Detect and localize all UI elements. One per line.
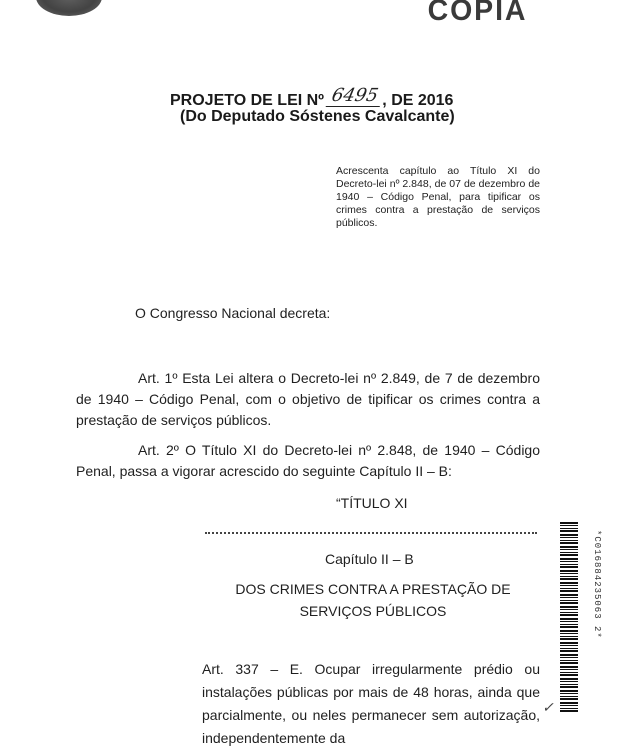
handwritten-initials: ✓ [542,700,554,716]
article-2: Art. 2º O Título XI do Decreto-lei nº 2.848, de 1940 – Código Penal, passa a vigorar acrescido do seguinte Capítulo II – B: [76,442,540,479]
article-337e: Art. 337 – E. Ocupar irregularmente prédio ou instalações públicas por mais de 48 horas, ainda que parcialmente, ou neles permanecer sem autorização, independentemente da [202,661,540,746]
titulo-heading: “TÍTULO XI [336,495,408,511]
bill-number-handwritten: 6495 [326,85,384,107]
coat-of-arms-seal [36,0,102,16]
chapter-heading: Capítulo II – B [325,551,414,567]
barcode-number: *C016884235063 2* [592,530,602,639]
article-1: Art. 1º Esta Lei altera o Decreto-lei nº 2.849, de 7 de dezembro de 1940 – Código Penal, com o objetivo de tipificar os crimes contra a prestação de serviços públicos. [76,370,540,428]
enacting-clause: O Congresso Nacional decreta: [135,305,331,321]
dotted-separator [205,532,537,534]
chapter-title: DOS CRIMES CONTRA A PRESTAÇÃO DE SERVIÇOS PÚBLICOS [235,581,511,619]
barcode [560,522,578,712]
bill-author: (Do Deputado Sóstenes Cavalcante) [180,108,455,125]
bill-title-prefix: PROJETO DE LEI Nº [170,92,325,109]
ementa-summary: Acrescenta capítulo ao Título XI do Decreto-lei nº 2.848, de 07 de dezembro de 1940 – Código Penal, para tipificar os crimes contra a prestação de serviços públicos. [336,165,540,229]
bill-title-suffix: , DE 2016 [382,92,454,109]
copia-stamp: COPIA [427,0,528,27]
